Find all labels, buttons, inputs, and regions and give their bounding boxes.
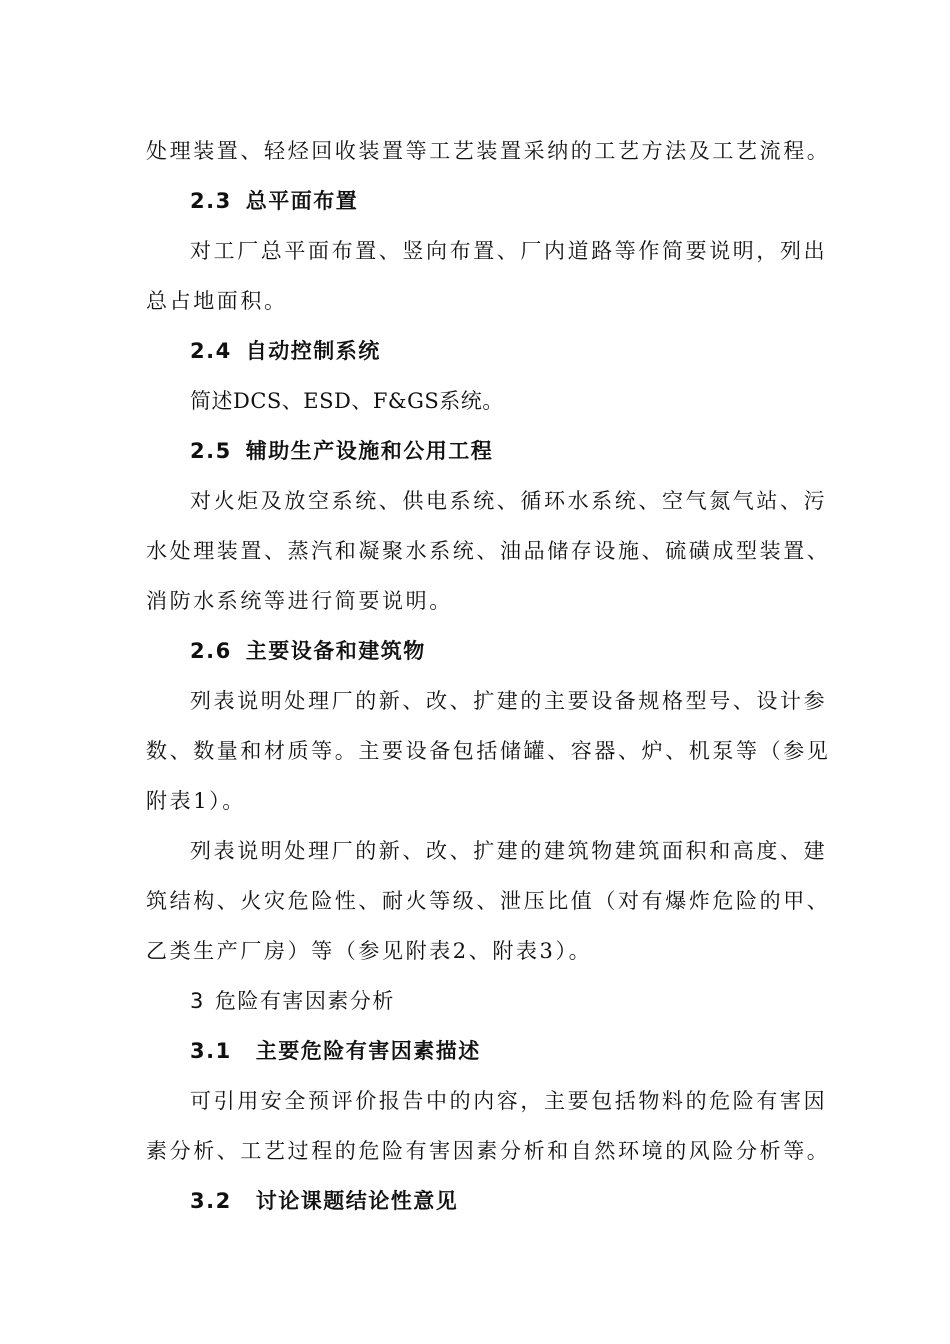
section-number: 2.6 [190,639,232,663]
section-title: 主要危险有害因素描述 [255,1039,481,1063]
paragraph-line: 素分析、工艺过程的危险有害因素分析和自然环境的风险分析等。 [146,1139,831,1163]
section-title: 自动控制系统 [245,339,381,363]
section-title: 主要设备和建筑物 [245,639,426,663]
paragraph-line: 筑结构、火灾危险性、耐火等级、泄压比值（对有爆炸危险的甲、 [146,889,831,913]
section-heading-2-3 [190,186,860,216]
paragraph-line: 水处理装置、蒸汽和凝聚水系统、油品储存设施、硫磺成型装置、 [146,539,831,563]
paragraph-line: 对工厂总平面布置、竖向布置、厂内道路等作简要说明，列出 [190,239,828,263]
section-title: 辅助生产设施和公用工程 [245,439,494,463]
section-title: 危险有害因素分析 [214,989,395,1013]
paragraph-line: 对火炬及放空系统、供电系统、循环水系统、空气氮气站、污 [190,489,828,513]
section-heading-2-6 [190,636,860,666]
paragraph-line: 附表1）。 [146,789,246,813]
section-number: 3.1 [190,1039,232,1063]
section-heading-3-1 [190,1036,860,1066]
section-heading-3-2 [190,1186,860,1216]
section-heading-2-4 [190,336,860,366]
section-number: 2.5 [190,439,232,463]
section-number: 3.2 [190,1189,232,1213]
section-heading-3 [190,986,860,1016]
paragraph-line: 总占地面积。 [146,289,288,313]
section-number: 3 [190,989,205,1013]
paragraph-line: 列表说明处理厂的新、改、扩建的主要设备规格型号、设计参 [190,689,828,713]
section-title: 总平面布置 [245,189,359,213]
section-number: 2.3 [190,189,232,213]
section-number: 2.4 [190,339,232,363]
paragraph-line: 乙类生产厂房）等（参见附表2、附表3）。 [146,939,593,963]
paragraph-line: 简述DCS、ESD、F&GS系统。 [190,389,504,413]
paragraph-line: 列表说明处理厂的新、改、扩建的建筑物建筑面积和高度、建 [190,839,828,863]
section-title: 讨论课题结论性意见 [255,1189,459,1213]
paragraph-line: 可引用安全预评价报告中的内容，主要包括物料的危险有害因 [190,1089,828,1113]
section-heading-2-5 [190,436,860,466]
paragraph-line: 数、数量和材质等。主要设备包括储罐、容器、炉、机泵等（参见 [146,739,831,763]
paragraph-line: 消防水系统等进行简要说明。 [146,589,453,613]
paragraph-line: 处理装置、轻烃回收装置等工艺装置采纳的工艺方法及工艺流程。 [146,139,831,163]
